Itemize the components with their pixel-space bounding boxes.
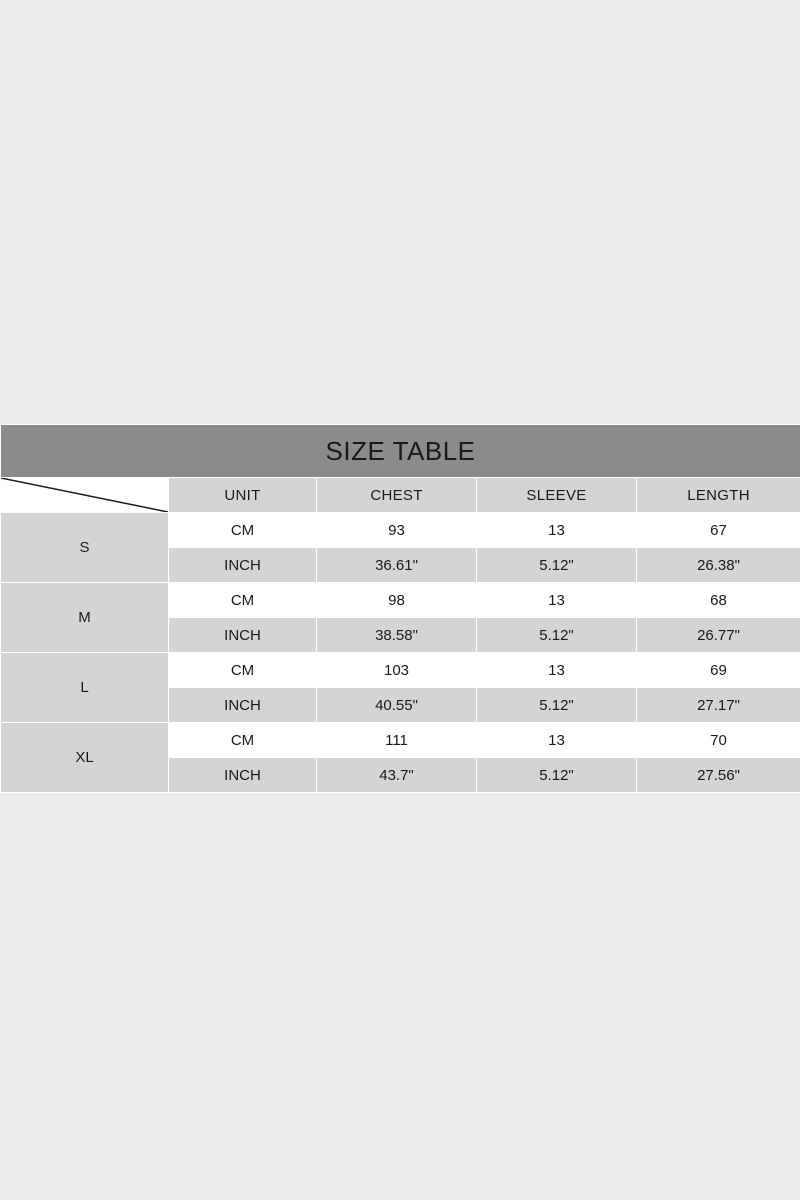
unit-cm-l: CM	[169, 653, 317, 688]
sleeve-cm-m: 13	[477, 583, 637, 618]
table-row	[1, 723, 800, 758]
column-header-chest: CHEST	[317, 478, 477, 513]
table-title-row	[1, 425, 800, 478]
size-label-l: L	[1, 653, 169, 723]
table-header-row	[1, 478, 800, 513]
sleeve-cm-xl: 13	[477, 723, 637, 758]
table-row	[1, 513, 800, 548]
diagonal-line-icon	[1, 478, 168, 512]
table-row	[1, 583, 800, 618]
length-cm-s: 67	[637, 513, 800, 548]
column-header-sleeve: SLEEVE	[477, 478, 637, 513]
chest-inch-xl: 43.7"	[317, 758, 477, 793]
sleeve-inch-l: 5.12"	[477, 688, 637, 723]
sleeve-inch-s: 5.12"	[477, 548, 637, 583]
length-cm-l: 69	[637, 653, 800, 688]
sleeve-inch-m: 5.12"	[477, 618, 637, 653]
chest-cm-s: 93	[317, 513, 477, 548]
unit-inch-m: INCH	[169, 618, 317, 653]
chest-cm-m: 98	[317, 583, 477, 618]
sleeve-cm-s: 13	[477, 513, 637, 548]
chest-inch-l: 40.55"	[317, 688, 477, 723]
chest-cm-xl: 111	[317, 723, 477, 758]
size-label-s: S	[1, 513, 169, 583]
chest-inch-m: 38.58"	[317, 618, 477, 653]
sleeve-cm-l: 13	[477, 653, 637, 688]
unit-cm-s: CM	[169, 513, 317, 548]
diagonal-corner-cell	[1, 478, 169, 513]
size-table-container	[0, 424, 800, 793]
length-inch-xl: 27.56"	[637, 758, 800, 793]
chest-cm-l: 103	[317, 653, 477, 688]
chest-inch-s: 36.61"	[317, 548, 477, 583]
length-inch-s: 26.38"	[637, 548, 800, 583]
unit-cm-xl: CM	[169, 723, 317, 758]
page-title: SIZE TABLE	[1, 425, 800, 478]
column-header-length: LENGTH	[637, 478, 800, 513]
unit-inch-s: INCH	[169, 548, 317, 583]
sleeve-inch-xl: 5.12"	[477, 758, 637, 793]
length-inch-l: 27.17"	[637, 688, 800, 723]
size-label-m: M	[1, 583, 169, 653]
size-table	[0, 424, 800, 793]
unit-inch-l: INCH	[169, 688, 317, 723]
column-header-unit: UNIT	[169, 478, 317, 513]
length-cm-m: 68	[637, 583, 800, 618]
length-cm-xl: 70	[637, 723, 800, 758]
unit-inch-xl: INCH	[169, 758, 317, 793]
length-inch-m: 26.77"	[637, 618, 800, 653]
table-row	[1, 653, 800, 688]
size-label-xl: XL	[1, 723, 169, 793]
unit-cm-m: CM	[169, 583, 317, 618]
